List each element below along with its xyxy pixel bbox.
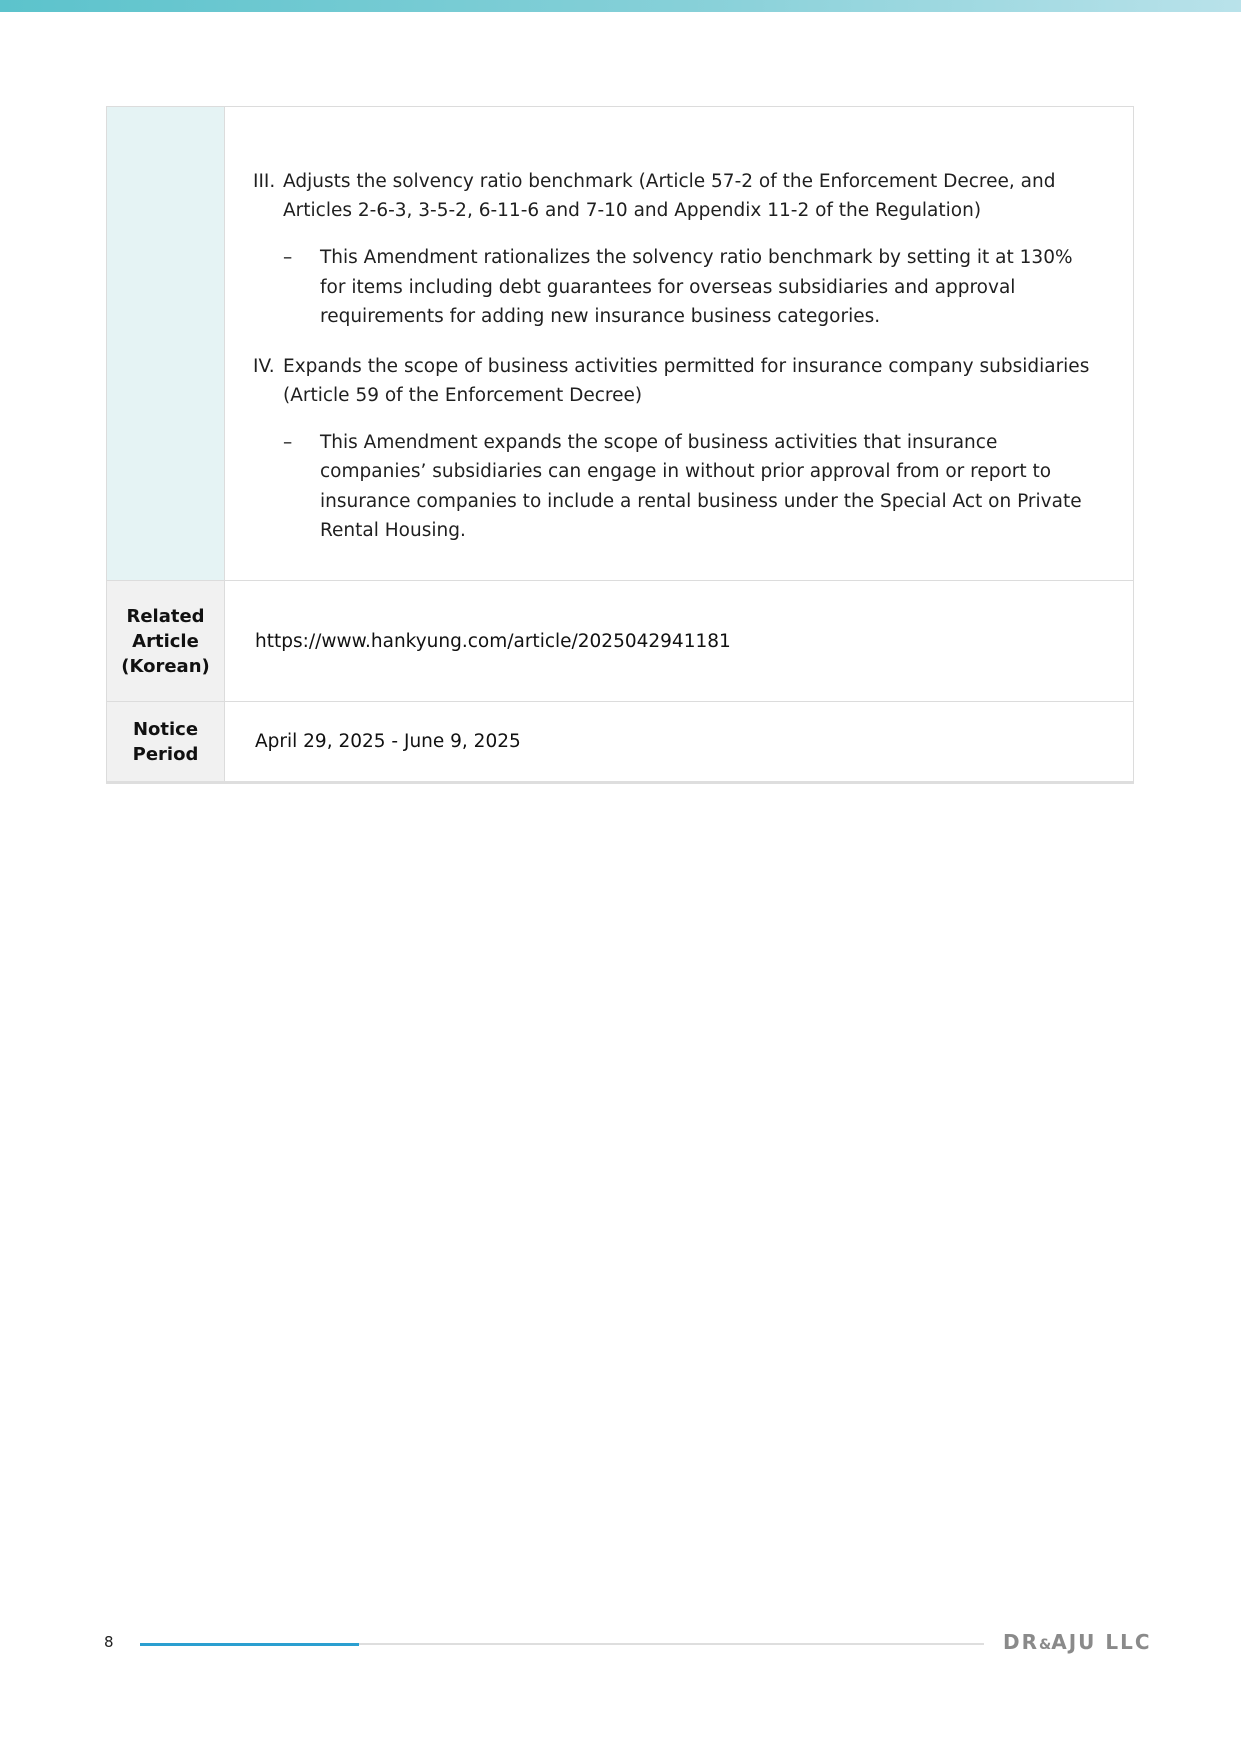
notice-period-value-cell xyxy=(225,702,1133,781)
amendments-content xyxy=(225,107,1133,580)
related-article-value-cell xyxy=(225,581,1133,701)
brand-ampersand: & xyxy=(1039,1637,1052,1653)
amendment-heading: Adjusts the solvency ratio benchmark (Article 57-2 of the Enforcement Decree, and Articles 2-6-3, 3-5-2, 6-11-6 and 7-10 and Appendix 11-2 of the Regulation) xyxy=(283,171,1056,221)
footer-progress-track xyxy=(140,1643,984,1645)
amendment-item-iv xyxy=(253,352,1103,410)
notice-period-label-line: Notice xyxy=(132,718,199,740)
related-article-label-line: Article xyxy=(132,630,199,652)
amendment-detail-iv xyxy=(283,428,1103,546)
dash-bullet: – xyxy=(283,247,293,268)
content-table xyxy=(106,106,1134,784)
related-article-link[interactable]: https://www.hankyung.com/article/2025042941181 xyxy=(255,630,731,652)
amendment-detail-text: This Amendment rationalizes the solvency ratio benchmark by setting it at 130% for items including debt guarantees for overseas subsidiaries and approval requirements for adding new insurance business categories. xyxy=(320,247,1073,327)
notice-period-label-line: Period xyxy=(132,743,199,765)
page-number: 8 xyxy=(104,1633,114,1651)
amendments-row xyxy=(107,107,1133,581)
amendment-numeral: III. xyxy=(253,171,276,192)
brand-text: AJU LLC xyxy=(1051,1630,1152,1654)
notice-period-label xyxy=(107,702,225,781)
top-accent-bar xyxy=(0,0,1241,12)
amendment-detail-text: This Amendment expands the scope of business activities that insurance companies’ subsidiaries can engage in without prior approval from or report to insurance companies to include a rental business under the Special Act on Private Rental Housing. xyxy=(320,431,1082,541)
amendment-numeral: IV. xyxy=(253,355,275,377)
notice-period-row xyxy=(107,702,1133,781)
amendment-heading: Expands the scope of business activities permitted for insurance company subsidiaries (Article 59 of the Enforcement Decree) xyxy=(283,355,1090,406)
related-article-label-line: (Korean) xyxy=(121,655,210,677)
dash-bullet: – xyxy=(283,431,293,453)
related-article-row xyxy=(107,581,1133,702)
related-article-label-line: Related xyxy=(126,605,205,627)
brand-logo xyxy=(1003,1630,1152,1654)
notice-period-value: April 29, 2025 - June 9, 2025 xyxy=(255,731,521,752)
amendment-detail-iii xyxy=(283,243,1103,332)
amendments-label-cell xyxy=(107,107,225,580)
brand-text: DR xyxy=(1003,1630,1040,1654)
related-article-label xyxy=(107,581,225,701)
footer-progress-fill xyxy=(140,1643,359,1646)
amendment-item-iii xyxy=(253,167,1103,225)
